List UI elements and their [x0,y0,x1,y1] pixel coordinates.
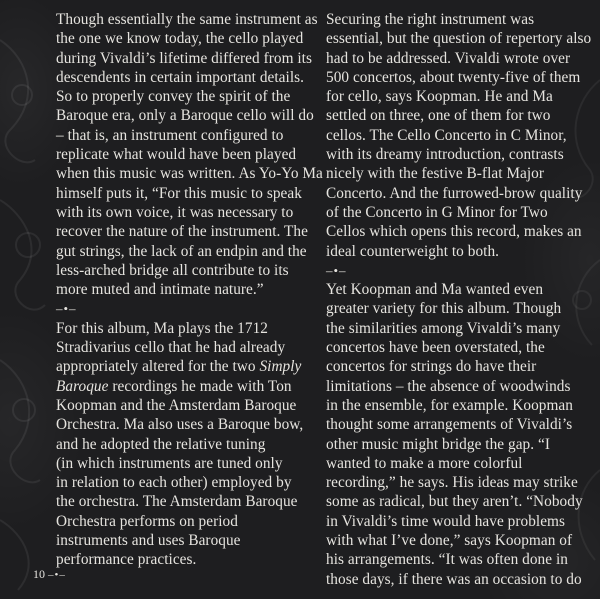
paragraph-arrangements [326,280,594,589]
text-line: settled on three, one of them for two [326,107,551,125]
text-line: during Vivaldi’s lifetime differed from its [56,49,312,67]
text-line: with its dreamy introduction, contrasts [326,146,564,164]
text-line: other music might bridge the gap. “I [326,435,550,453]
text-line: Though essentially the same instrument as [56,11,318,28]
page-number: 10 [33,567,45,581]
text-line: and he adopted the relative tuning [56,435,266,453]
text-line: Securing the right instrument was [326,11,535,28]
text-line: descendents in certain important details. [56,68,304,86]
text-line: concertos have been overstated, the [326,339,545,357]
text-line: So to properly convey the spirit of the [56,88,291,106]
right-column [326,10,594,589]
text-line: ideal counterweight to both. [326,242,500,260]
text-line: himself puts it, “For this music to speak [56,184,302,202]
text-line: Orchestra performs on period [56,512,238,530]
text-line: Concerto. And the furrowed-brow quality [326,184,583,202]
text-line-with-title [56,377,322,396]
section-separator [326,261,594,280]
text-line: for cello, says Koopman. He and Ma [326,88,553,106]
text-line: For this album, Ma plays the 1712 [56,319,268,337]
text-line: Stradivarius cello that he had already [56,339,286,357]
text-line: limitations – the absence of woodwinds [326,377,571,395]
text-line: wanted to make a more colorful [326,454,523,472]
text-line: with its own voice, it was necessary to [56,203,294,221]
text-line: gut strings, the lack of an endpin and the [56,242,307,260]
text-line-with-title [56,357,322,376]
text-line: the similarities among Vivaldi’s many [326,319,561,337]
text-line: thought some arrangements of Vivaldi’s [326,416,573,434]
text-line: when this music was written. As Yo-Yo Ma [56,165,323,183]
text-line: the one we know today, the cello played [56,30,304,48]
damask-ornament-left [0,0,60,599]
text-line: greater variety for this album. Though [326,300,562,318]
text-line: recording,” he says. His ideas may strike [326,474,578,492]
text-line: performance practices. [56,551,197,569]
album-title-italic: Baroque [56,377,109,395]
page-footer [33,567,66,582]
text-line: more muted and intimate nature.” [56,281,264,299]
text-line: (in which instruments are tuned only [56,454,283,472]
text-line: in relation to each other) employed by [56,474,292,492]
text-fragment: recordings he made with Ton [108,377,292,395]
text-line: of the Concerto in G Minor for Two [326,203,548,221]
text-line: recover the nature of the instrument. The [56,223,308,241]
separator-glyph: –•– [56,301,77,317]
text-line: cellos. The Cello Concerto in C Minor, [326,126,567,144]
text-line: nicely with the festive B-flat Major [326,165,545,183]
text-line: concertos for strings do have their [326,358,537,376]
section-separator [56,299,322,318]
text-line: Orchestra. Ma also uses a Baroque bow, [56,416,304,434]
text-line: had to be addressed. Vivaldi wrote over [326,49,571,67]
separator-glyph: –•– [326,262,347,278]
text-line: in the ensemble, for example. Koopman [326,396,573,414]
paragraph-cello-instrument [56,10,322,299]
paragraph-stradivarius [56,319,322,570]
text-line: in Vivaldi’s time would have problems [326,512,565,530]
text-line: the orchestra. The Amsterdam Baroque [56,493,298,511]
text-line: replicate what would have been played [56,146,297,164]
text-line: those days, if there was an occasion to do [326,570,582,588]
text-line: – that is, an instrument configured to [56,126,284,144]
left-column [56,10,322,570]
text-line: instruments and uses Baroque [56,532,241,550]
footer-separator-glyph: –•– [48,569,66,581]
text-line: 500 concertos, about twenty-five of them [326,68,581,86]
text-fragment: appropriately altered for the two [56,358,256,376]
paragraph-repertory [326,10,594,261]
text-line: his arrangements. “It was often done in [326,551,568,569]
text-line: Baroque era, only a Baroque cello will do [56,107,314,125]
text-line: Cellos which opens this record, makes an [326,223,582,241]
text-line: with what I’ve done,” says Koopman of [326,532,573,550]
text-line: Koopman and the Amsterdam Baroque [56,396,297,414]
album-title-italic: Simply [259,358,302,376]
text-line: essential, but the question of repertory also [326,30,592,48]
text-line: some as radical, but they aren’t. “Nobody [326,493,583,511]
text-line: Yet Koopman and Ma wanted even [326,281,544,299]
text-line: less-arched bridge all contribute to its [56,261,289,279]
